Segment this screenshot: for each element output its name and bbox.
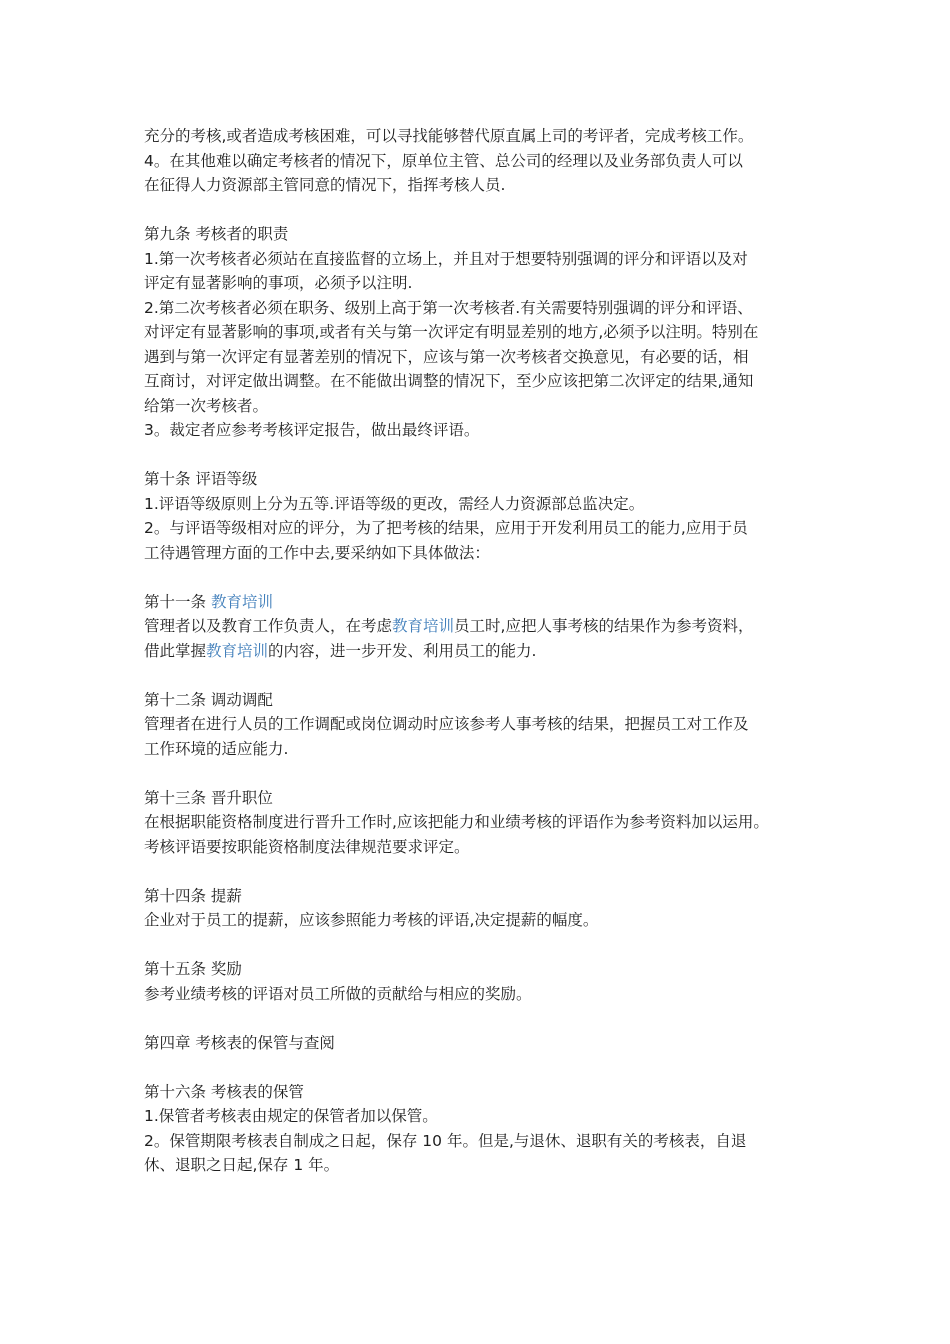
paragraph-line: 2。保管期限考核表自制成之日起，保存 10 年。但是,与退休、退职有关的考核表，自退	[144, 1131, 747, 1150]
paragraph-line: 休、退职之日起,保存 1 年。	[144, 1156, 340, 1174]
paragraph-line: 工待遇管理方面的工作中去,要采纳如下具体做法：	[144, 543, 490, 562]
paragraph-line: 对评定有显著影响的事项,或者有关与第一次评定有明显差别的地方,必须予以注明。特别在	[144, 323, 759, 341]
paragraph-line: 考核评语要按职能资格制度法律规范要求评定。	[144, 837, 470, 856]
spacer	[144, 198, 824, 223]
section-heading: 第十二条 调动调配	[144, 690, 273, 709]
paragraph-line: 2。与评语等级相对应的评分，为了把考核的结果，应用于开发利用员工的能力,应用于员	[144, 519, 748, 537]
paragraph-line: 在根据职能资格制度进行晋升工作时,应该把能力和业绩考核的评语作为参考资料加以运用。	[144, 813, 769, 831]
paragraph-line: 2.第二次考核者必须在职务、级别上高于第一次考核者.有关需要特别强调的评分和评语、	[144, 298, 753, 317]
section-heading: 第九条 考核者的职责	[144, 225, 289, 243]
heading-text: 第十一条	[144, 592, 211, 611]
paragraph-line	[144, 639, 824, 664]
paragraph-line: 企业对于员工的提薪，应该参照能力考核的评语,决定提薪的幅度。	[144, 911, 599, 929]
chapter-heading: 第四章 考核表的保管与查阅	[144, 1033, 335, 1052]
paragraph-line: 管理者在进行人员的工作调配或岗位调动时应该参考人事考核的结果，把握员工对工作及	[144, 715, 749, 733]
paragraph-line: 4。在其他难以确定考核者的情况下，原单位主管、总公司的经理以及业务部负责人可以	[144, 151, 743, 170]
paragraph-line: 工作环境的适应能力.	[144, 739, 289, 758]
paragraph-line: 1.评语等级原则上分为五等.评语等级的更改，需经人力资源部总监决定。	[144, 494, 645, 513]
paragraph-text: 的内容，进一步开发、利用员工的能力.	[268, 641, 537, 660]
spacer	[144, 1006, 824, 1031]
section-heading: 第十条 评语等级	[144, 470, 258, 488]
paragraph-line: 1.第一次考核者必须站在直接监督的立场上，并且对于想要特别强调的评分和评语以及对	[144, 249, 748, 268]
education-training-link[interactable]: 教育培训	[392, 617, 455, 635]
paragraph-line: 给第一次考核者。	[144, 396, 269, 415]
paragraph-line: 在征得人力资源部主管同意的情况下，指挥考核人员.	[144, 176, 506, 194]
section-heading	[144, 590, 824, 615]
spacer	[144, 565, 824, 590]
section-heading: 第十三条 晋升职位	[144, 788, 273, 807]
section-heading: 第十六条 考核表的保管	[144, 1082, 304, 1101]
paragraph-line: 互商讨，对评定做出调整。在不能做出调整的情况下，至少应该把第二次评定的结果,通知	[144, 372, 754, 390]
spacer	[144, 859, 824, 884]
paragraph-line: 参考业绩考核的评语对员工所做的贡献给与相应的奖励。	[144, 984, 532, 1003]
spacer	[144, 761, 824, 786]
section-heading: 第十五条 奖励	[144, 960, 242, 978]
education-training-link[interactable]: 教育培训	[206, 641, 269, 660]
spacer	[144, 1055, 824, 1080]
section-heading: 第十四条 提薪	[144, 886, 242, 905]
education-training-link[interactable]: 教育培训	[210, 592, 273, 611]
paragraph-text: 借此掌握	[144, 641, 207, 660]
paragraph-line: 遇到与第一次评定有显著差别的情况下，应该与第一次考核者交换意见，有必要的话，相	[144, 347, 749, 366]
spacer	[144, 663, 824, 688]
spacer	[144, 443, 824, 468]
paragraph-line: 1.保管者考核表由规定的保管者加以保管。	[144, 1107, 438, 1125]
paragraph-text: 员工时,应把人事考核的结果作为参考资料，	[454, 617, 754, 635]
paragraph-line: 评定有显著影响的事项，必须予以注明.	[144, 274, 413, 292]
paragraph-line	[144, 614, 824, 639]
document-page	[144, 124, 824, 1178]
paragraph-text: 管理者以及教育工作负责人，在考虑	[144, 617, 393, 635]
paragraph-line: 3。裁定者应参考考核评定报告，做出最终评语。	[144, 421, 480, 439]
spacer	[144, 933, 824, 958]
paragraph-line: 充分的考核,或者造成考核困难，可以寻找能够替代原直属上司的考评者，完成考核工作。	[144, 127, 754, 145]
